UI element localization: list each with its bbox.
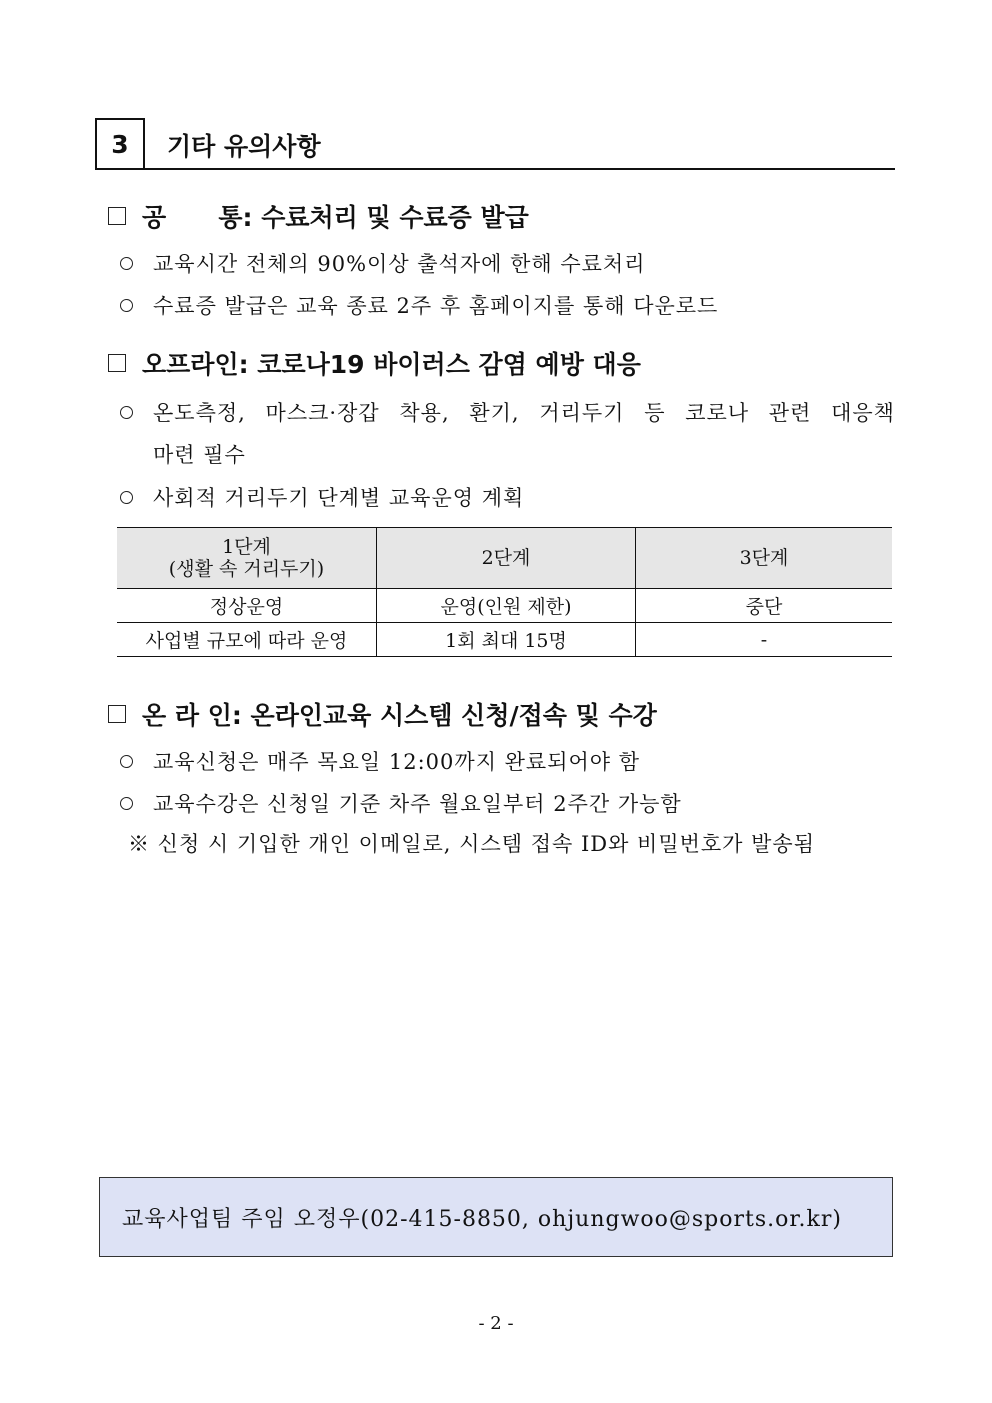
section-header: [95, 118, 895, 170]
word: 관련: [768, 401, 812, 425]
list-item-text: 수료증 발급은 교육 종료 2주 후 홈페이지를 통해 다운로드: [153, 294, 719, 318]
circle-bullet-icon: [120, 257, 133, 270]
checkbox-square-icon: [108, 705, 126, 723]
table-header-row: [117, 528, 892, 589]
section-rule: [95, 168, 895, 170]
note-text: ※ 신청 시 기입한 개인 이메일로, 시스템 접속 ID와 비밀번호가 발송됨: [128, 832, 815, 856]
table-header-cell: [117, 528, 377, 589]
contact-text: 교육사업팀 주임 오정우(02-415-8850, ohjungwoo@sports.or.kr): [122, 1206, 842, 1232]
online-heading-text: 온 라 인: 온라인교육 시스템 신청/접속 및 수강: [142, 701, 657, 730]
offline-heading: [108, 347, 641, 379]
list-item: [120, 290, 718, 320]
contact-box: [99, 1177, 893, 1257]
word: 온도측정,: [153, 401, 246, 425]
circle-bullet-icon: [120, 755, 133, 768]
word: 환기,: [469, 401, 520, 425]
list-item: [120, 482, 524, 512]
list-item: [120, 248, 646, 278]
table-header-cell: 3단계: [636, 528, 893, 589]
table-cell: 1회 최대 15명: [377, 623, 636, 657]
table-row: [117, 623, 892, 657]
list-item-text: [153, 397, 895, 427]
offline-heading-text: 오프라인: 코로나19 바이러스 감염 예방 대응: [142, 350, 641, 379]
table-cell: 사업별 규모에 따라 운영: [117, 623, 377, 657]
word: 등: [644, 401, 666, 425]
list-item-text: 교육신청은 매주 목요일 12:00까지 완료되어야 함: [153, 750, 641, 774]
word: 거리두기: [539, 401, 625, 425]
table-row: [117, 589, 892, 623]
online-heading: [108, 698, 657, 730]
list-item: [120, 788, 682, 818]
list-item: [120, 746, 640, 776]
table-cell: 중단: [636, 589, 893, 623]
word: 대응책: [831, 401, 895, 425]
table-cell: -: [636, 623, 893, 657]
section-title: 기타 유의사항: [167, 132, 321, 161]
list-item-text: 교육시간 전체의 90%이상 출석자에 한해 수료처리: [153, 252, 646, 276]
circle-bullet-icon: [120, 797, 133, 810]
common-heading: [108, 200, 529, 232]
list-item-text: 사회적 거리두기 단계별 교육운영 계획: [153, 486, 525, 510]
list-item: [120, 397, 895, 427]
checkbox-square-icon: [108, 354, 126, 372]
table-cell: 정상운영: [117, 589, 377, 623]
list-item-continuation: 마련 필수: [153, 443, 246, 467]
word: 코로나: [685, 401, 750, 425]
checkbox-square-icon: [108, 207, 126, 225]
header-line: 1단계: [222, 536, 271, 558]
common-heading-text: 공 통: 수료처리 및 수료증 발급: [142, 203, 529, 232]
table-cell: 운영(인원 제한): [377, 589, 636, 623]
circle-bullet-icon: [120, 491, 133, 504]
page-number: - 2 -: [478, 1313, 514, 1334]
table-header-cell: 2단계: [377, 528, 636, 589]
distancing-plan-table: [117, 527, 892, 657]
word: 마스크·장갑: [265, 401, 380, 425]
list-item-text: 교육수강은 신청일 기준 차주 월요일부터 2주간 가능함: [153, 792, 682, 816]
word: 착용,: [399, 401, 450, 425]
circle-bullet-icon: [120, 299, 133, 312]
section-number: 3: [95, 118, 145, 168]
header-line: (생활 속 거리두기): [168, 558, 325, 580]
circle-bullet-icon: [120, 406, 133, 419]
